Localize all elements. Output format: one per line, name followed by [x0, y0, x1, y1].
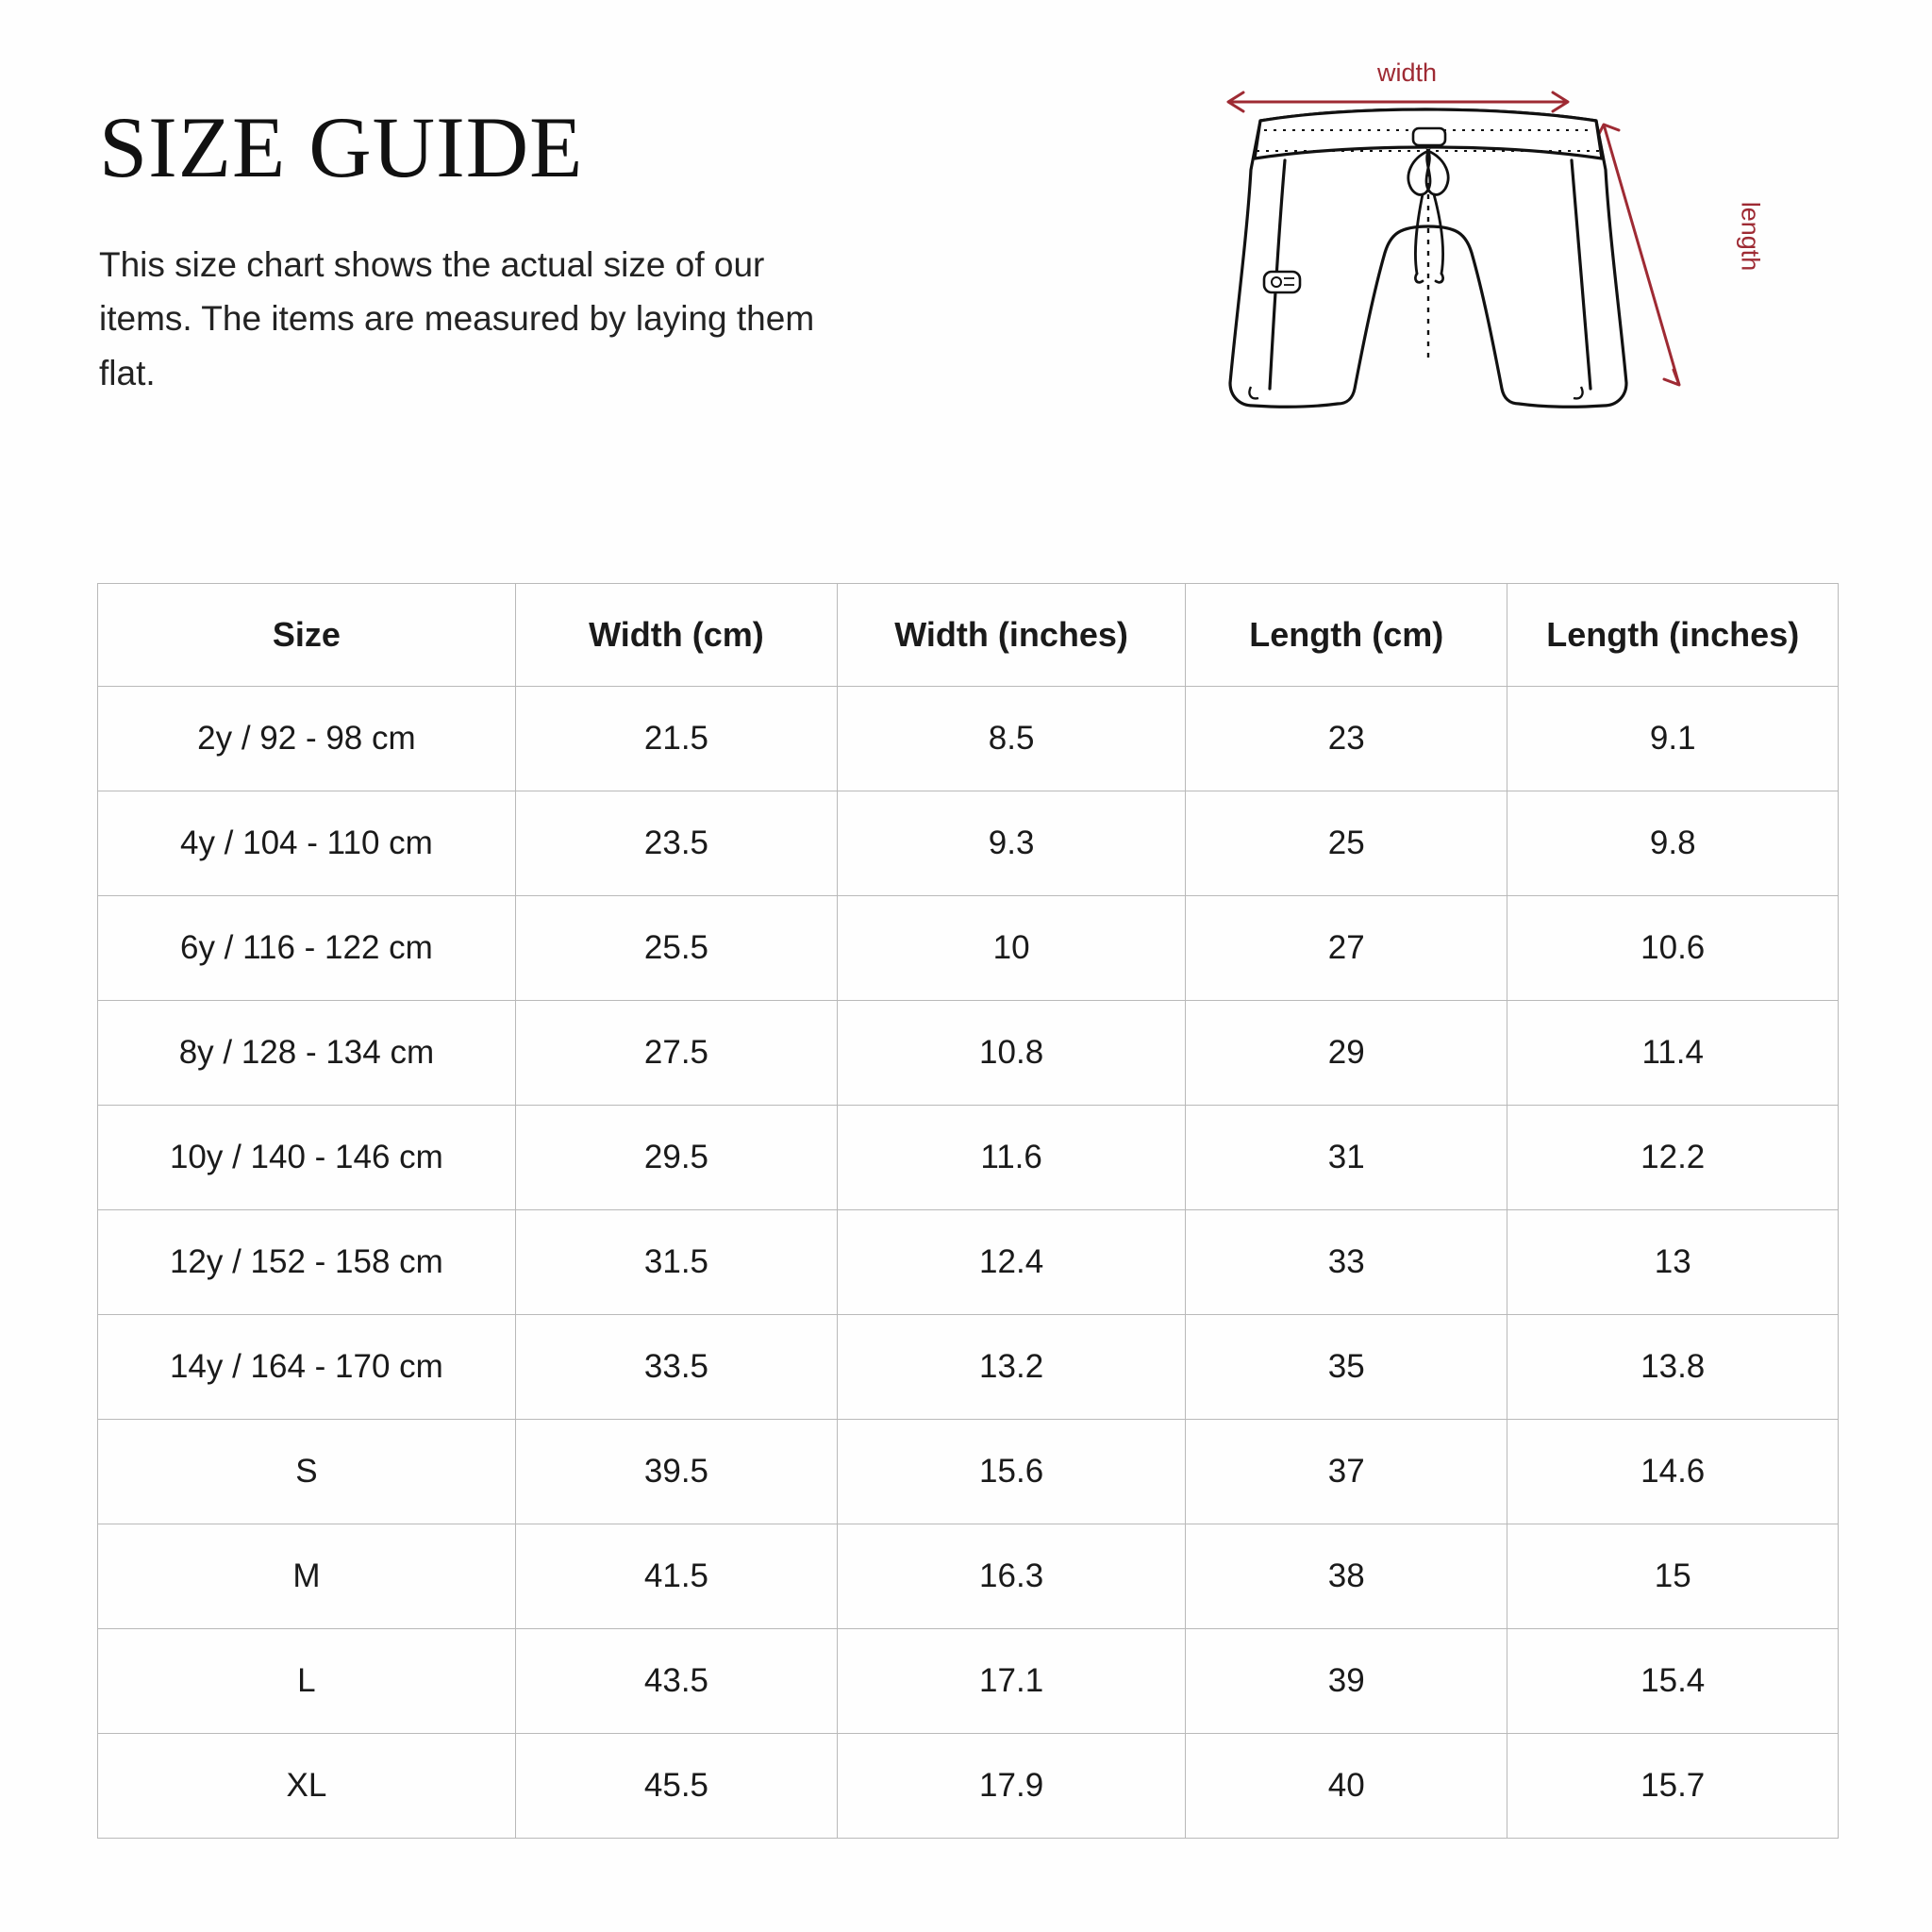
cell-length-inches: 15	[1507, 1524, 1839, 1629]
cell-width-cm: 31.5	[515, 1210, 837, 1315]
cell-length-inches: 12.2	[1507, 1106, 1839, 1210]
table-row	[98, 1315, 1839, 1420]
cell-width-inches: 17.9	[838, 1734, 1186, 1839]
cell-size: XL	[98, 1734, 516, 1839]
cell-width-cm: 39.5	[515, 1420, 837, 1524]
cell-length-inches: 15.4	[1507, 1629, 1839, 1734]
shorts-illustration	[1208, 38, 1792, 509]
table-row	[98, 1106, 1839, 1210]
cell-length-inches: 13.8	[1507, 1315, 1839, 1420]
cell-size: S	[98, 1420, 516, 1524]
cell-width-inches: 8.5	[838, 687, 1186, 791]
table-row	[98, 896, 1839, 1001]
cell-width-inches: 16.3	[838, 1524, 1186, 1629]
cell-size: 6y / 116 - 122 cm	[98, 896, 516, 1001]
cell-size: 14y / 164 - 170 cm	[98, 1315, 516, 1420]
cell-length-inches: 9.1	[1507, 687, 1839, 791]
size-table-container	[97, 583, 1839, 1839]
cell-size: 2y / 92 - 98 cm	[98, 687, 516, 791]
cell-width-cm: 21.5	[515, 687, 837, 791]
cell-length-cm: 38	[1186, 1524, 1507, 1629]
column-header-size: Size	[98, 584, 516, 687]
table-row	[98, 687, 1839, 791]
cell-length-inches: 15.7	[1507, 1734, 1839, 1839]
page-title: SIZE GUIDE	[99, 99, 584, 195]
length-dimension-label: length	[1736, 201, 1765, 272]
cell-width-cm: 23.5	[515, 791, 837, 896]
cell-length-cm: 35	[1186, 1315, 1507, 1420]
cell-length-cm: 23	[1186, 687, 1507, 791]
table-row	[98, 1734, 1839, 1839]
column-header-length-inches: Length (inches)	[1507, 584, 1839, 687]
column-header-width-inches: Width (inches)	[838, 584, 1186, 687]
cell-length-inches: 9.8	[1507, 791, 1839, 896]
cell-size: 12y / 152 - 158 cm	[98, 1210, 516, 1315]
cell-width-cm: 25.5	[515, 896, 837, 1001]
cell-length-inches: 10.6	[1507, 896, 1839, 1001]
table-row	[98, 791, 1839, 896]
cell-length-cm: 25	[1186, 791, 1507, 896]
width-dimension-label: width	[1377, 58, 1438, 87]
cell-length-cm: 29	[1186, 1001, 1507, 1106]
cell-width-inches: 9.3	[838, 791, 1186, 896]
page-description: This size chart shows the actual size of our items. The items are measured by laying them flat.	[99, 245, 815, 392]
cell-width-inches: 17.1	[838, 1629, 1186, 1734]
shorts-icon	[1208, 38, 1792, 509]
cell-width-cm: 45.5	[515, 1734, 837, 1839]
cell-length-inches: 14.6	[1507, 1420, 1839, 1524]
table-row	[98, 1420, 1839, 1524]
cell-width-inches: 15.6	[838, 1420, 1186, 1524]
cell-width-inches: 11.6	[838, 1106, 1186, 1210]
cell-length-cm: 39	[1186, 1629, 1507, 1734]
cell-width-inches: 10	[838, 896, 1186, 1001]
cell-size: 4y / 104 - 110 cm	[98, 791, 516, 896]
column-header-length-cm: Length (cm)	[1186, 584, 1507, 687]
cell-width-inches: 12.4	[838, 1210, 1186, 1315]
cell-length-cm: 27	[1186, 896, 1507, 1001]
table-row	[98, 1629, 1839, 1734]
cell-width-cm: 27.5	[515, 1001, 837, 1106]
cell-width-cm: 29.5	[515, 1106, 837, 1210]
cell-length-cm: 37	[1186, 1420, 1507, 1524]
cell-size: 8y / 128 - 134 cm	[98, 1001, 516, 1106]
cell-size: M	[98, 1524, 516, 1629]
column-header-width-cm: Width (cm)	[515, 584, 837, 687]
cell-width-inches: 13.2	[838, 1315, 1186, 1420]
cell-width-cm: 33.5	[515, 1315, 837, 1420]
cell-size: L	[98, 1629, 516, 1734]
cell-length-cm: 33	[1186, 1210, 1507, 1315]
cell-length-cm: 31	[1186, 1106, 1507, 1210]
cell-length-cm: 40	[1186, 1734, 1507, 1839]
table-row	[98, 1001, 1839, 1106]
cell-length-inches: 11.4	[1507, 1001, 1839, 1106]
size-table	[97, 583, 1839, 1839]
table-row	[98, 1524, 1839, 1629]
header	[99, 99, 873, 400]
cell-size: 10y / 140 - 146 cm	[98, 1106, 516, 1210]
cell-width-cm: 41.5	[515, 1524, 837, 1629]
table-header-row	[98, 584, 1839, 687]
table-row	[98, 1210, 1839, 1315]
cell-length-inches: 13	[1507, 1210, 1839, 1315]
cell-width-inches: 10.8	[838, 1001, 1186, 1106]
cell-width-cm: 43.5	[515, 1629, 837, 1734]
